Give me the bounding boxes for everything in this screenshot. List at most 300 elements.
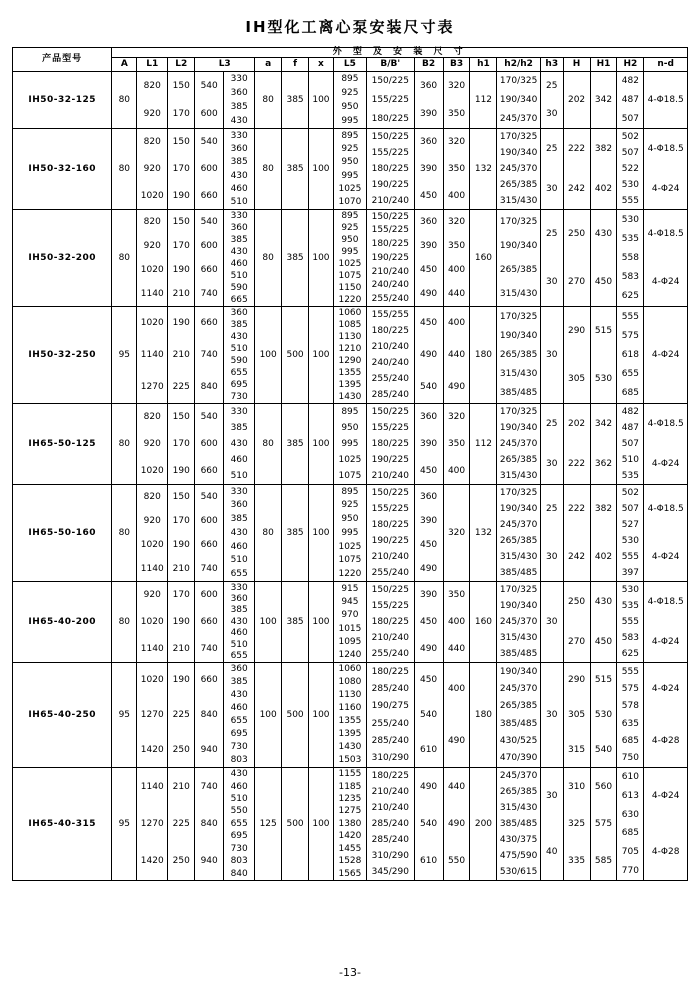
cell-B2 [414, 72, 443, 129]
cell-H1 [590, 485, 617, 582]
table-row [13, 404, 688, 485]
cell-L2-value: 190 [172, 264, 190, 275]
cell-H2-value: 625 [621, 648, 639, 659]
cell-BB-value: 255/240 [371, 294, 409, 304]
cell-L1-value: 1140 [140, 288, 164, 299]
cell-h2 [497, 485, 540, 582]
cell-h2 [497, 210, 540, 307]
cell-L3-sub-value: 590 [230, 282, 248, 293]
cell-L5 [333, 307, 366, 404]
cell-L3-sub-value: 655 [230, 818, 248, 829]
cell-L5-value: 995 [341, 246, 359, 257]
cell-h2-value: 265/385 [499, 454, 538, 465]
cell-L2 [168, 404, 195, 485]
cell-H-value: 290 [567, 675, 586, 686]
cell-h1 [470, 72, 497, 129]
cell-B2-value: 390 [419, 438, 438, 449]
cell-B2-value: 360 [419, 412, 438, 423]
cell-L3-sub-value: 510 [230, 555, 248, 566]
cell-L1-value: 1020 [140, 539, 164, 550]
cell-B2-value: 360 [419, 80, 438, 91]
cell-B3-value: 400 [447, 616, 466, 627]
cell-x-value: 100 [312, 163, 330, 174]
cell-H1-value: 362 [594, 458, 613, 469]
cell-nd [644, 768, 688, 881]
cell-h2-value: 265/385 [499, 786, 538, 797]
header-col-B2: B2 [414, 58, 443, 72]
cell-L1 [137, 404, 168, 485]
cell-h3-value: 40 [546, 846, 558, 857]
header-col-f: f [282, 58, 309, 72]
cell-L1-value: 920 [143, 590, 161, 601]
cell-L2-value: 190 [172, 465, 190, 476]
cell-H2-value: 578 [621, 701, 639, 712]
cell-A-value: 95 [118, 709, 131, 720]
cell-a-value: 80 [262, 438, 274, 449]
cell-h2-value: 190/340 [499, 147, 538, 158]
cell-L3 [195, 129, 224, 210]
cell-f-value: 500 [286, 709, 304, 720]
cell-L5-value: 1503 [338, 755, 362, 766]
cell-H2 [617, 72, 644, 129]
cell-h3-value: 30 [546, 616, 558, 627]
cell-L3-value: 940 [200, 744, 218, 755]
cell-L5-value: 1185 [338, 781, 362, 792]
cell-H2-value: 685 [621, 735, 639, 746]
cell-h2-value: 190/340 [499, 422, 538, 433]
cell-A-value: 80 [118, 94, 131, 105]
cell-L2-value: 150 [172, 137, 190, 148]
cell-B2-value: 490 [419, 349, 438, 360]
cell-f [282, 582, 309, 663]
cell-h3-value: 30 [546, 183, 558, 194]
cell-h3-value: 30 [546, 709, 558, 720]
cell-H2-value: 613 [621, 790, 639, 801]
cell-BB-value: 210/240 [371, 632, 409, 643]
cell-L3-sub-value: 330 [230, 130, 248, 141]
cell-H2-value: 507 [621, 438, 639, 449]
cell-L5-value: 1528 [338, 856, 362, 867]
cell-BB-value: 255/240 [371, 373, 409, 384]
cell-B2-value: 390 [419, 163, 438, 174]
cell-A [112, 72, 137, 129]
cell-H1-value: 450 [594, 636, 613, 647]
cell-B2-value: 540 [419, 818, 438, 829]
cell-H-value: 242 [567, 183, 586, 194]
cell-nd [644, 210, 688, 307]
cell-L3-value: 660 [200, 675, 218, 686]
cell-L5-value: 1355 [338, 716, 362, 727]
cell-L3-sub [224, 72, 255, 129]
cell-B3 [443, 768, 470, 881]
cell-BB-value: 255/240 [371, 567, 409, 578]
cell-L3-sub-value: 460 [230, 541, 248, 552]
cell-B2-value: 450 [419, 675, 438, 686]
cell-h2-value: 190/340 [499, 94, 538, 105]
cell-L5-value: 1395 [338, 729, 362, 740]
cell-L3-sub-value: 695 [230, 831, 248, 842]
cell-L5-value: 895 [341, 486, 359, 497]
header-col-A: A [112, 58, 137, 72]
cell-h3 [540, 129, 563, 210]
cell-h3-value: 30 [546, 458, 558, 469]
cell-a-value: 80 [262, 94, 274, 105]
cell-h2 [497, 72, 540, 129]
cell-B2-value: 490 [419, 288, 438, 299]
cell-B2-value: 390 [419, 515, 438, 526]
cell-L2-value: 170 [172, 515, 190, 526]
cell-h3-value: 25 [546, 228, 558, 239]
cell-L3-sub [224, 663, 255, 768]
cell-H2-value: 522 [621, 163, 639, 174]
cell-L5-value: 950 [341, 422, 359, 433]
cell-L2-value: 250 [172, 856, 190, 867]
cell-L5-value: 970 [341, 610, 359, 621]
cell-L5-value: 995 [341, 115, 359, 126]
cell-H1 [590, 129, 617, 210]
cell-L5-value: 950 [341, 157, 359, 168]
cell-L3 [195, 663, 224, 768]
header-col-h1: h1 [470, 58, 497, 72]
cell-BB-value: 285/240 [371, 834, 409, 845]
cell-L1-value: 1420 [140, 856, 164, 867]
cell-x-value: 100 [312, 438, 330, 449]
cell-L3-sub-value: 460 [230, 628, 248, 639]
cell-h2-value: 315/430 [499, 802, 538, 813]
cell-L3-value: 660 [200, 616, 218, 627]
cell-L1-value: 1140 [140, 643, 164, 654]
cell-a-value: 80 [262, 163, 274, 174]
cell-L3-sub-value: 360 [230, 307, 248, 318]
cell-f-value: 500 [286, 818, 304, 829]
header-col-H: H [563, 58, 590, 72]
cell-BB-value: 255/240 [371, 648, 409, 659]
row-model: IH50-32-250 [13, 307, 112, 404]
cell-H1-value: 450 [594, 276, 613, 287]
cell-B2-value: 390 [419, 590, 438, 601]
cell-h3-value: 30 [546, 790, 558, 801]
header-col-L1: L1 [137, 58, 168, 72]
cell-a [255, 129, 282, 210]
cell-L2 [168, 582, 195, 663]
cell-h2-value: 530/615 [499, 866, 538, 877]
cell-L3-sub-value: 385 [230, 677, 248, 688]
cell-L5-value: 1210 [338, 343, 362, 354]
cell-nd-value: 4-Φ18.5 [647, 503, 684, 514]
cell-H1 [590, 768, 617, 881]
cell-H-value: 315 [567, 744, 586, 755]
cell-L3-sub-value: 430 [230, 246, 248, 257]
cell-BB-value: 240/240 [371, 357, 409, 368]
cell-B3 [443, 210, 470, 307]
cell-H2-value: 555 [621, 666, 639, 677]
cell-B2 [414, 663, 443, 768]
cell-h2-value: 430/375 [499, 834, 538, 845]
cell-L5 [333, 663, 366, 768]
cell-L5-value: 1075 [338, 470, 362, 481]
cell-B3 [443, 404, 470, 485]
cell-B2 [414, 404, 443, 485]
cell-nd-value: 4-Φ28 [651, 846, 680, 857]
cell-h2-value: 315/430 [499, 470, 538, 481]
cell-H2 [617, 768, 644, 881]
cell-BB-value: 180/225 [371, 519, 409, 530]
cell-x-value: 100 [312, 616, 330, 627]
cell-h1 [470, 129, 497, 210]
cell-H-value: 290 [567, 325, 586, 336]
cell-L2-value: 150 [172, 80, 190, 91]
cell-L2-value: 170 [172, 438, 190, 449]
cell-L5-value: 925 [341, 87, 359, 98]
cell-BB-value: 180/225 [371, 325, 409, 336]
cell-A-value: 95 [118, 349, 131, 360]
cell-f [282, 129, 309, 210]
cell-A [112, 663, 137, 768]
cell-L2-value: 210 [172, 643, 190, 654]
cell-L3-value: 600 [200, 590, 218, 601]
cell-L1-value: 920 [143, 108, 161, 119]
cell-B2 [414, 768, 443, 881]
cell-B2-value: 610 [419, 744, 438, 755]
cell-L2-value: 210 [172, 781, 190, 792]
cell-h3-value: 30 [546, 551, 558, 562]
cell-h3 [540, 768, 563, 881]
table-row [13, 210, 688, 307]
cell-L3-sub-value: 510 [230, 470, 248, 481]
cell-B3 [443, 307, 470, 404]
cell-B3-value: 400 [447, 190, 466, 201]
cell-BB-value: 155/225 [371, 600, 409, 611]
cell-L3-sub-value: 460 [230, 258, 248, 269]
cell-L5 [333, 485, 366, 582]
cell-h1 [470, 582, 497, 663]
cell-L3-sub-value: 803 [230, 856, 248, 867]
cell-L5-value: 1160 [338, 703, 362, 714]
cell-L2 [168, 307, 195, 404]
cell-L3 [195, 485, 224, 582]
cell-BB-value: 190/225 [371, 179, 409, 190]
cell-nd [644, 485, 688, 582]
cell-h3-value: 30 [546, 276, 558, 287]
cell-L5-value: 1025 [338, 258, 362, 269]
cell-L5-value: 1240 [338, 650, 362, 661]
cell-B3-value: 490 [447, 381, 466, 392]
cell-A [112, 210, 137, 307]
cell-L5-value: 1130 [338, 690, 362, 701]
cell-BB-value: 180/225 [371, 616, 409, 627]
cell-H2 [617, 485, 644, 582]
header-col-B3: B3 [443, 58, 470, 72]
cell-nd-value: 4-Φ24 [651, 683, 680, 694]
cell-BB-value: 155/225 [371, 147, 409, 158]
cell-h2-value: 190/340 [499, 600, 538, 611]
cell-B2-value: 450 [419, 465, 438, 476]
cell-h2-value: 265/385 [499, 179, 538, 190]
cell-L5-value: 1015 [338, 623, 362, 634]
cell-L5-value: 950 [341, 234, 359, 245]
cell-B2-value: 390 [419, 108, 438, 119]
cell-nd-value: 4-Φ18.5 [647, 94, 684, 105]
cell-L3-sub [224, 307, 255, 404]
cell-h3-value: 30 [546, 108, 558, 119]
cell-L5-value: 1430 [338, 391, 362, 402]
cell-A-value: 80 [118, 438, 131, 449]
cell-L5-value: 1075 [338, 555, 362, 566]
cell-L5-value: 1070 [338, 197, 362, 208]
cell-H1-value: 530 [594, 373, 613, 384]
cell-x-value: 100 [312, 252, 330, 263]
cell-A [112, 485, 137, 582]
cell-h2-value: 315/430 [499, 551, 538, 562]
cell-L3-sub [224, 404, 255, 485]
cell-L2 [168, 210, 195, 307]
row-model: IH50-32-160 [13, 129, 112, 210]
cell-a [255, 72, 282, 129]
cell-BB-value: 180/225 [371, 666, 409, 677]
cell-h2-value: 245/370 [499, 519, 538, 530]
cell-h2-value: 315/430 [499, 288, 538, 299]
cell-h1 [470, 307, 497, 404]
cell-h3-value: 25 [546, 503, 558, 514]
cell-L3-sub-value: 730 [230, 843, 248, 854]
cell-L5-value: 915 [341, 583, 359, 594]
cell-B2 [414, 307, 443, 404]
cell-L3-sub-value: 385 [230, 605, 248, 616]
cell-BB-value: 190/225 [371, 252, 409, 263]
cell-B2-value: 360 [419, 137, 438, 148]
cell-B3-value: 550 [447, 856, 466, 867]
table-row [13, 129, 688, 210]
cell-BB [366, 210, 414, 307]
cell-H2-value: 555 [621, 195, 639, 206]
cell-BB-value: 210/240 [371, 551, 409, 562]
cell-L3-sub-value: 430 [230, 527, 248, 538]
cell-H2-value: 507 [621, 147, 639, 158]
cell-H2-value: 530 [621, 535, 639, 546]
cell-BB-value: 150/225 [371, 406, 409, 417]
cell-nd [644, 307, 688, 404]
cell-L3-sub-value: 730 [230, 391, 248, 402]
cell-x [309, 485, 334, 582]
row-model: IH50-32-200 [13, 210, 112, 307]
cell-L3-sub-value: 360 [230, 222, 248, 233]
cell-H1-value: 515 [594, 325, 613, 336]
cell-L3-value: 540 [200, 137, 218, 148]
cell-BB-value: 210/240 [371, 786, 409, 797]
cell-H1 [590, 210, 617, 307]
cell-L3-value: 740 [200, 781, 218, 792]
cell-L3-sub-value: 430 [230, 115, 248, 126]
cell-h2-value: 190/340 [499, 240, 538, 251]
cell-H-value: 222 [567, 503, 586, 514]
cell-A-value: 80 [118, 252, 131, 263]
cell-B3-value: 350 [447, 590, 466, 601]
cell-L5-value: 1395 [338, 379, 362, 390]
cell-a [255, 485, 282, 582]
cell-L3-sub-value: 330 [230, 486, 248, 497]
cell-L3-sub [224, 582, 255, 663]
cell-a [255, 768, 282, 881]
cell-L2-value: 225 [172, 381, 190, 392]
cell-L1-value: 920 [143, 438, 161, 449]
header-col-a: a [255, 58, 282, 72]
cell-H [563, 663, 590, 768]
cell-L5-value: 1025 [338, 183, 362, 194]
cell-L2-value: 210 [172, 349, 190, 360]
cell-L3-sub [224, 129, 255, 210]
cell-nd-value: 4-Φ24 [651, 551, 680, 562]
cell-B2-value: 540 [419, 709, 438, 720]
cell-L5-value: 1095 [338, 636, 362, 647]
cell-B3-value: 350 [447, 108, 466, 119]
cell-H2-value: 610 [621, 772, 639, 783]
cell-BB [366, 768, 414, 881]
cell-f [282, 72, 309, 129]
cell-L3 [195, 307, 224, 404]
cell-nd-value: 4-Φ18.5 [647, 596, 684, 607]
cell-B3-value: 320 [447, 216, 466, 227]
cell-BB-value: 210/240 [371, 266, 409, 277]
cell-H1-value: 430 [594, 228, 613, 239]
cell-h1 [470, 768, 497, 881]
cell-B3 [443, 582, 470, 663]
cell-B3 [443, 663, 470, 768]
cell-H2-value: 685 [621, 828, 639, 839]
cell-L5-value: 925 [341, 222, 359, 233]
cell-nd [644, 129, 688, 210]
cell-H1-value: 342 [594, 94, 613, 105]
cell-H2-value: 705 [621, 846, 639, 857]
cell-f-value: 385 [286, 527, 304, 538]
cell-L3-sub-value: 590 [230, 355, 248, 366]
cell-L2-value: 190 [172, 675, 190, 686]
cell-h2-value: 170/325 [499, 76, 538, 87]
cell-BB [366, 485, 414, 582]
page-number: -13- [339, 966, 361, 979]
cell-h1-value: 200 [474, 818, 493, 829]
cell-h2-value: 245/370 [499, 163, 538, 174]
cell-L1-value: 1020 [140, 264, 164, 275]
cell-L1-value: 820 [143, 491, 161, 502]
cell-h1-value: 112 [474, 438, 493, 449]
cell-B3-value: 350 [447, 438, 466, 449]
cell-L5-value: 1220 [338, 569, 362, 579]
cell-L2-value: 170 [172, 240, 190, 251]
cell-H2-value: 583 [621, 632, 639, 643]
cell-H2 [617, 663, 644, 768]
cell-L1 [137, 307, 168, 404]
cell-h2 [497, 582, 540, 663]
cell-L3-sub-value: 330 [230, 582, 248, 593]
cell-h2-value: 170/325 [499, 131, 538, 142]
cell-h3-value: 25 [546, 418, 558, 429]
cell-BB-value: 180/225 [371, 770, 409, 781]
cell-f [282, 663, 309, 768]
cell-L5 [333, 582, 366, 663]
cell-B3-value: 400 [447, 264, 466, 275]
cell-h2-value: 190/340 [499, 666, 538, 677]
cell-nd [644, 582, 688, 663]
cell-BB-value: 190/225 [371, 454, 409, 465]
cell-L3-sub-value: 510 [230, 270, 248, 281]
page-title: IH型化工离心泵安装尺寸表 [245, 18, 455, 36]
cell-x-value: 100 [312, 709, 330, 720]
cell-h1-value: 160 [474, 252, 493, 263]
cell-A [112, 307, 137, 404]
row-model: IH65-40-250 [13, 663, 112, 768]
cell-h3 [540, 485, 563, 582]
cell-L5-value: 925 [341, 500, 359, 511]
